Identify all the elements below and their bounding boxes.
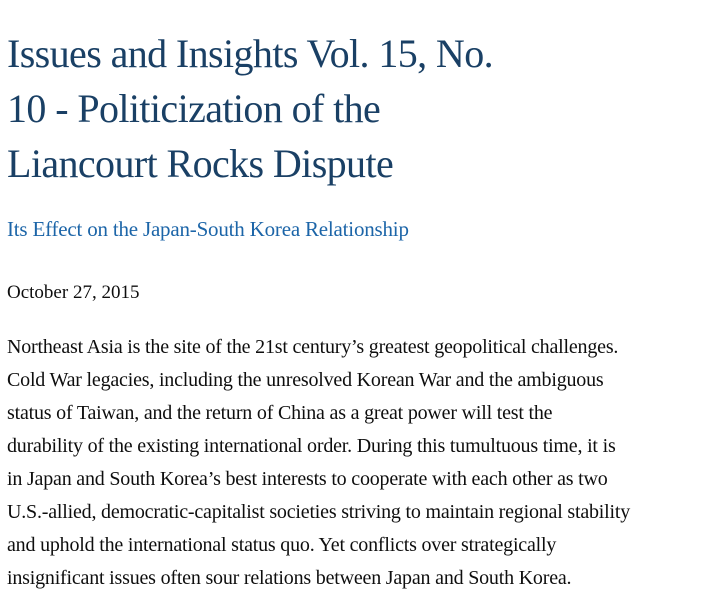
article-body — [7, 331, 712, 595]
article-title-line-2: 10 - Politicization of the — [7, 86, 381, 131]
body-line: insignificant issues often sour relations between Japan and South Korea. — [7, 567, 572, 589]
body-line: in Japan and South Korea’s best interests to cooperate with each other as two — [7, 468, 608, 490]
article-title-line-1: Issues and Insights Vol. 15, No. — [7, 31, 494, 76]
body-line: durability of the existing international order. During this tumultuous time, it is — [7, 435, 616, 457]
body-line: Cold War legacies, including the unresolved Korean War and the ambiguous — [7, 369, 604, 391]
body-line: Northeast Asia is the site of the 21st century’s greatest geopolitical challenges. — [7, 336, 619, 358]
article-subtitle: Its Effect on the Japan-South Korea Relationship — [7, 217, 409, 241]
publish-date: October 27, 2015 — [7, 282, 140, 303]
body-line: U.S.-allied, democratic-capitalist societies striving to maintain regional stability — [7, 501, 631, 523]
article-title-line-3: Liancourt Rocks Dispute — [7, 141, 394, 186]
article-title — [7, 0, 712, 191]
body-line: and uphold the international status quo. Yet conflicts over strategically — [7, 534, 557, 556]
body-line: status of Taiwan, and the return of China as a great power will test the — [7, 402, 553, 424]
